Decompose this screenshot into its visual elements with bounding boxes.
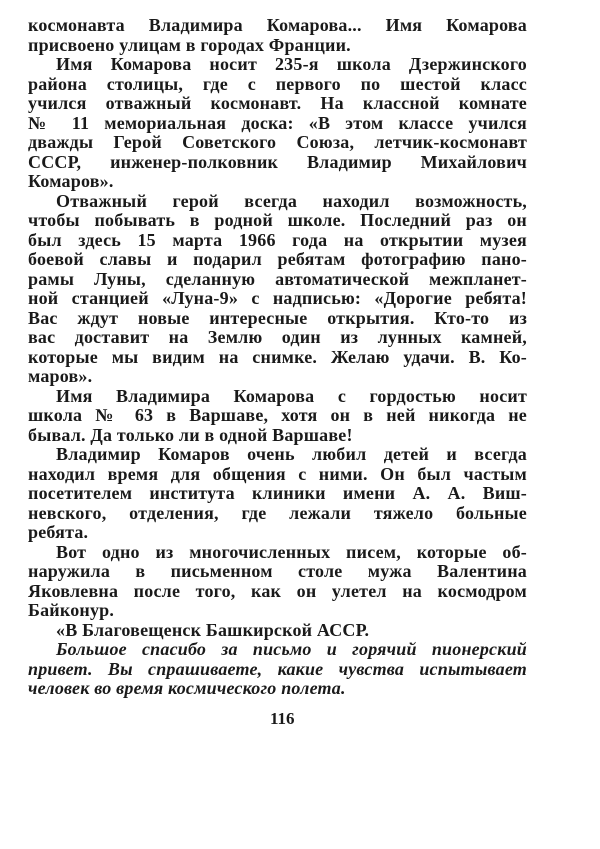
- page-body-text: [28, 16, 527, 699]
- text-line: присвоено улицам в городах Франции.: [28, 34, 351, 55]
- text-line: СССР, инженер-полковник Владимир Михайлович: [28, 151, 527, 172]
- text-line: Большое спасибо за письмо и горячий пионерский: [56, 639, 527, 659]
- text-line: ребята.: [28, 522, 89, 542]
- text-line: был здесь 15 марта 1966 года на открытии музея: [28, 229, 527, 250]
- text-line: Байконур.: [28, 600, 115, 620]
- paragraph: [28, 640, 527, 699]
- text-line: которые мы видим на снимке. Желаю удачи. В. Ко-: [28, 346, 527, 367]
- paragraph: [28, 55, 527, 192]
- paragraph: [28, 16, 527, 55]
- paragraph: [28, 192, 527, 387]
- text-line: бывал. Да только ли в одной Варшаве!: [28, 424, 353, 445]
- text-line: невского, отделения, где лежали тяжело больные: [28, 502, 527, 523]
- text-line: школа № 63 в Варшаве, хотя он в ней никогда не: [28, 405, 527, 425]
- paragraph: [28, 621, 527, 641]
- text-line: космонавта Владимира Комарова... Имя Комарова: [28, 15, 527, 35]
- text-line: Яковлевна после того, как он улетел на космодром: [28, 580, 527, 601]
- text-line: человек во время космического полета.: [28, 678, 346, 698]
- text-line: ной станцией «Луна-9» с надписью: «Дорогие ребята!: [28, 288, 527, 308]
- paragraph: [28, 445, 527, 543]
- text-line: Комаров».: [28, 171, 114, 191]
- text-line: чтобы побывать в родной школе. Последний раз он: [28, 210, 527, 230]
- text-line: маров».: [28, 366, 93, 386]
- text-line: Вот одно из многочисленных писем, которые об-: [56, 541, 527, 562]
- text-line: «В Благовещенск Башкирской АССР.: [56, 619, 370, 640]
- text-line: боевой славы и подарил ребятам фотографию пано-: [28, 249, 527, 269]
- text-line: Имя Владимира Комарова с гордостью носит: [56, 385, 527, 406]
- text-line: района столицы, где с первого по шестой класс: [28, 73, 527, 94]
- text-line: наружила в письменном столе мужа Валентина: [28, 561, 527, 581]
- text-line: Отважный герой всегда находил возможность,: [56, 190, 527, 211]
- text-line: Владимир Комаров очень любил детей и всегда: [56, 444, 527, 464]
- text-line: Вас ждут новые интересные открытия. Кто-то из: [28, 307, 527, 328]
- page-number: 116: [270, 709, 295, 728]
- text-line: дважды Герой Советского Союза, летчик-космонавт: [28, 132, 527, 152]
- text-line: вас доставит на Землю один из лунных камней,: [28, 327, 527, 347]
- text-line: посетителем института клиники имени А. А. Виш-: [28, 483, 527, 503]
- text-line: № 11 мемориальная доска: «В этом классе учился: [28, 112, 527, 133]
- text-line: привет. Вы спрашиваете, какие чувства испытывает: [28, 658, 527, 679]
- paragraph: [28, 387, 527, 446]
- text-line: учился отважный космонавт. На классной комнате: [28, 93, 527, 113]
- paragraph: [28, 543, 527, 621]
- text-line: находил время для общения с ними. Он был частым: [28, 463, 527, 484]
- text-line: рамы Луны, сделанную автоматической межпланет-: [28, 268, 527, 289]
- text-line: Имя Комарова носит 235-я школа Дзержинского: [56, 54, 527, 74]
